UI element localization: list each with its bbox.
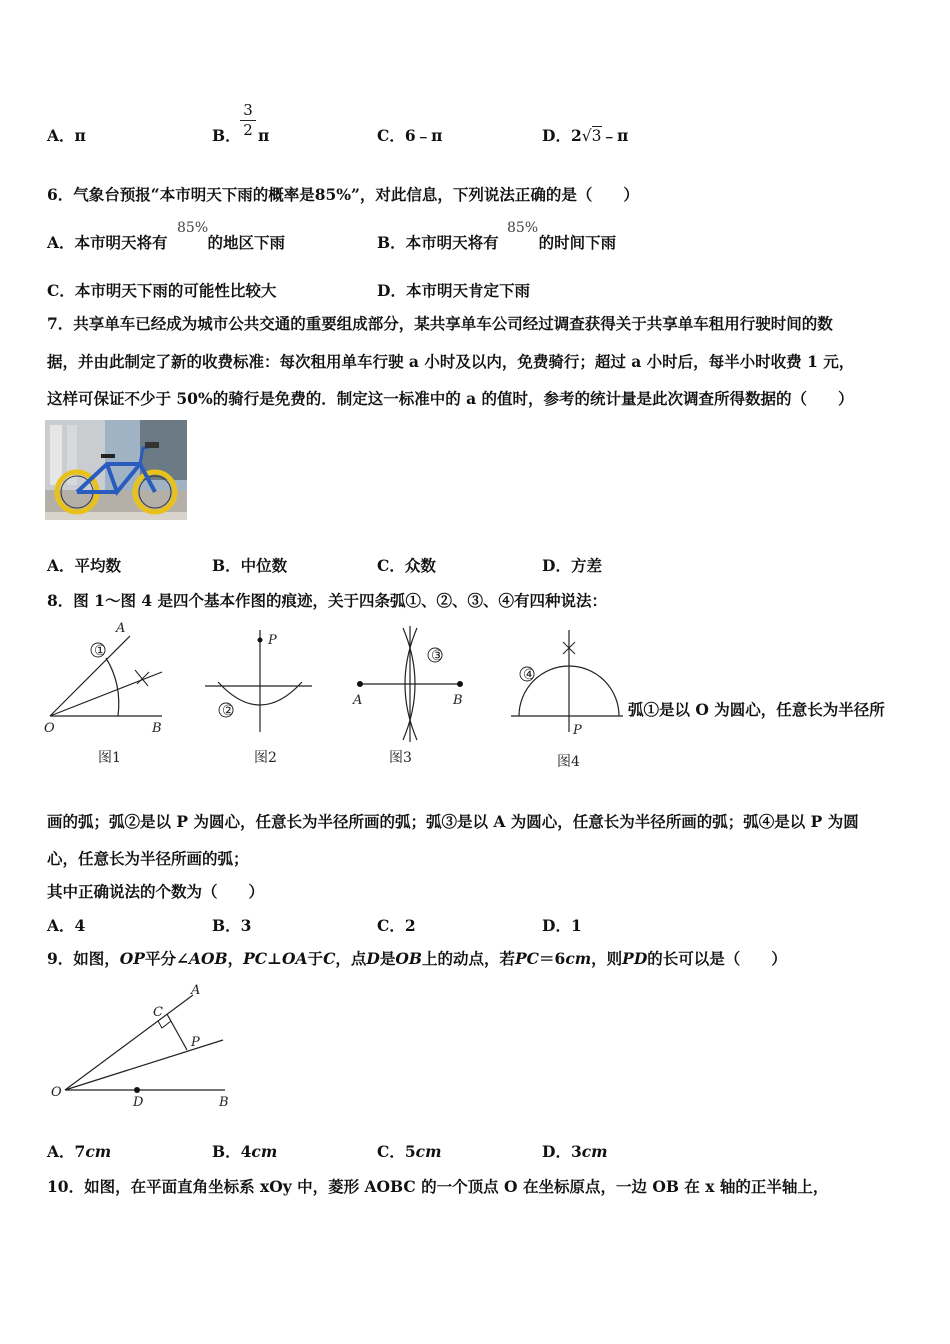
q9-fig-label-d: D [133,1095,144,1110]
q9-stem-part: cm [565,949,592,968]
q8-option-b: B．3 [212,916,252,935]
q8-option-c: C．2 [377,916,416,935]
q10-stem: 10．如图，在平面直角坐标系 xOy 中，菱形 AOBC 的一个顶点 O 在坐标原点，一边 OB 在 x 轴的正半轴上， [47,1177,829,1196]
q8-figure-2 [200,620,320,770]
q9-option-a-value: A．7 [47,1142,86,1161]
q7-stem-line1: 7．共享单车已经成为城市公共交通的重要组成部分，某共享单车公司经过调查获得关于共享单车租用行驶时间的数 [47,314,833,333]
q8-stem: 8．图 1～图 4 是四个基本作图的痕迹，关于四条弧①、②、③、④有四种说法： [47,591,608,610]
q9-option-c-unit: cm [415,1142,442,1161]
q9-stem-part: ⊥ [267,949,283,968]
q8-fig1-arc-label: ① [94,643,107,659]
q8-fig3-arc-label: ③ [431,648,444,664]
q9-option-d-value: D．3 [542,1142,582,1161]
q9-option-d-unit: cm [581,1142,608,1161]
q9-stem-part: 于 [307,949,324,968]
q9-stem-part: AOB [188,949,228,968]
q7-stem-line2: 据，并由此制定了新的收费标准：每次租用单车行驶 a 小时及以内，免费骑行；超过 a 小时后，每半小时收费 1 元， [47,352,855,371]
q8-statement-side: 弧①是以 O 为圆心，任意长为半径所 [628,700,885,719]
q8-fig4-caption: 图4 [557,754,580,770]
q9-fig-label-a: A [191,983,201,998]
q6-option-b [377,233,616,253]
q9-option-b-unit: cm [251,1142,278,1161]
q7-stem-line3: 这样可保证不少于 50%的骑行是免费的．制定这一标准中的 a 的值时，参考的统计量是此次调查所得数据的（ ） [47,389,854,408]
q8-option-a: A．4 [47,916,86,935]
q8-fig1-label-a: A [116,621,126,636]
q9-option-c [377,1142,441,1162]
q8-figure-3 [345,620,475,770]
q9-stem-part: OP [119,949,145,968]
q5-option-c: C．6﹣π [377,126,443,145]
q7-option-c: C．众数 [377,556,436,575]
q5-option-d-suffix: ﹣π [601,126,629,145]
q9-stem-part: PD [622,949,648,968]
q6-option-d: D．本市明天肯定下雨 [377,281,530,300]
q8-question: 其中正确说法的个数为（ ） [47,882,265,901]
q5-option-b-denominator: 2 [240,120,256,139]
q5-option-b-fraction [240,101,256,139]
q6-stem: 6．气象台预报“本市明天下雨的概率是85%”，对此信息，下列说法正确的是（ ） [47,185,639,204]
q5-option-a: A．π [47,126,86,145]
q7-option-d: D．方差 [542,556,602,575]
q9-stem-part: C [323,949,336,968]
q9-stem-part: 的长可以是（ ） [647,949,787,968]
q9-stem-part: OA [282,949,308,968]
q9-option-a-unit: cm [85,1142,112,1161]
q8-fig4-arc-label: ④ [523,667,536,683]
q9-figure [45,980,245,1110]
q8-figure-1 [40,620,180,770]
q8-option-d: D．1 [542,916,582,935]
q9-option-b [212,1142,277,1162]
q8-fig4-label-p: P [573,723,582,738]
q9-stem-part: ， [227,949,244,968]
sqrt-icon: √ [581,127,592,145]
q6-option-b-percent: 85% [507,220,539,236]
q8-fig1-caption: 图1 [98,750,121,766]
q9-stem-part: PC [515,949,540,968]
q6-option-c: C．本市明天下雨的可能性比较大 [47,281,277,300]
q5-option-d-prefix: D．2 [542,126,582,145]
q9-option-c-value: C．5 [377,1142,416,1161]
q9-stem-part: ，点 [335,949,367,968]
q6-option-a-pre: A．本市明天将有 [47,233,168,252]
q9-stem-part: 9．如图， [47,949,120,968]
q9-fig-label-p: P [191,1035,200,1050]
q6-option-b-pre: B．本市明天将有 [377,233,499,252]
q5-option-d [542,126,628,146]
q8-fig3-caption: 图3 [389,750,412,766]
q6-option-a-post: 的地区下雨 [207,233,286,252]
q9-fig-label-o: O [51,1085,62,1100]
q8-fig3-label-a: A [353,693,363,708]
q6-option-a-percent: 85% [177,220,209,236]
q5-option-b-suffix: π [258,126,270,145]
q8-statement-line3: 心，任意长为半径所画的弧； [47,849,249,868]
q9-stem-part: ＝6 [539,949,566,968]
q8-fig1-label-b: B [152,721,162,736]
q6-option-b-post: 的时间下雨 [538,233,617,252]
q9-fig-label-b: B [219,1095,229,1110]
q9-option-b-value: B．4 [212,1142,252,1161]
q9-option-d [542,1142,608,1162]
q9-stem-part: 是 [379,949,396,968]
q8-fig2-label-p: P [268,633,277,648]
q8-fig3-label-b: B [453,693,463,708]
q8-fig2-caption: 图2 [254,750,277,766]
q6-option-a [47,233,285,253]
bicycle-photo [45,420,187,520]
q9-stem-part: OB [395,949,422,968]
q9-option-a [47,1142,111,1162]
q8-figure-4 [505,620,630,770]
q5-option-d-radicand: 3 [591,127,602,145]
q8-fig2-arc-label: ② [222,703,235,719]
q9-stem-part: D [366,949,380,968]
q9-stem-part: 平分∠ [144,949,189,968]
q5-option-b [212,126,241,146]
q5-option-b-numerator: 3 [243,101,253,119]
q7-option-a: A．平均数 [47,556,122,575]
q9-stem-part: ，则 [591,949,623,968]
q5-option-b-prefix: B． [212,126,241,145]
q9-stem-part: 上的动点，若 [422,949,516,968]
q7-option-b: B．中位数 [212,556,288,575]
q9-fig-label-c: C [153,1005,163,1020]
q9-stem [47,949,787,969]
q8-fig1-label-o: O [44,721,55,736]
q9-stem-part: PC [243,949,268,968]
q8-statement-line2: 画的弧；弧②是以 P 为圆心，任意长为半径所画的弧；弧③是以 A 为圆心，任意长为半径所画的弧；弧④是以 P 为圆 [47,812,859,831]
